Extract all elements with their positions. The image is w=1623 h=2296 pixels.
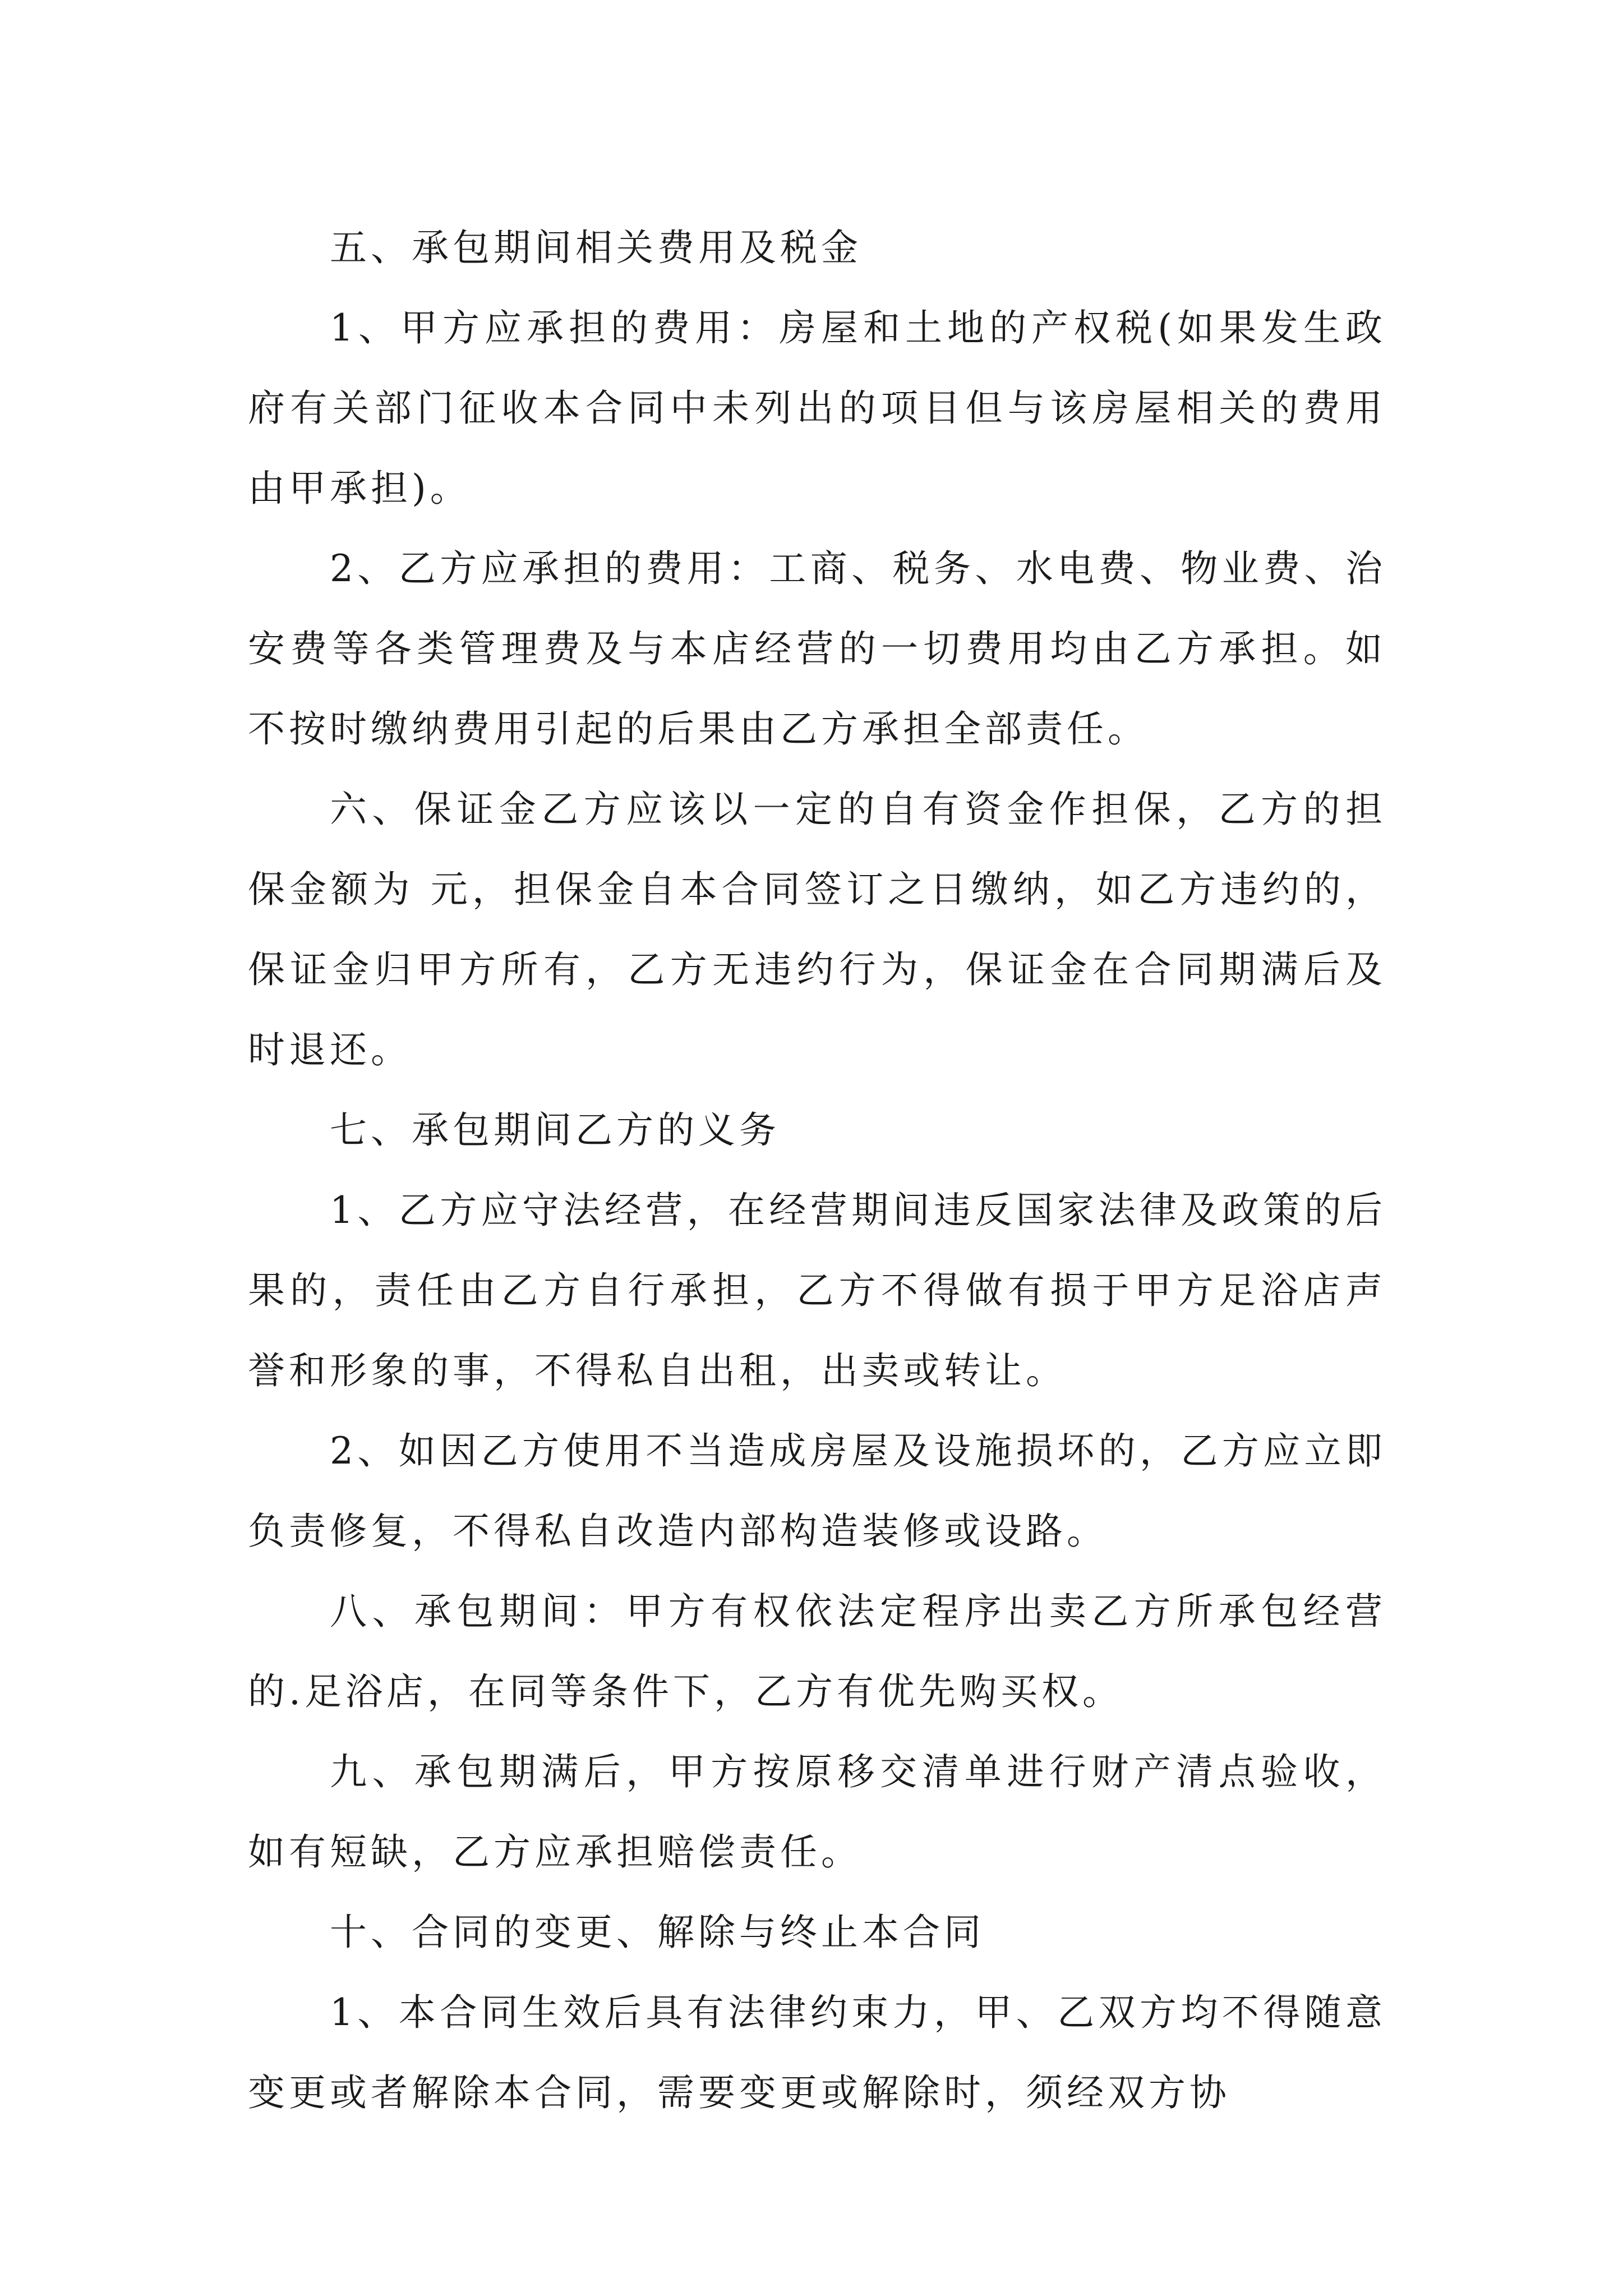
- clause-damage-repair: 2、如因乙方使用不当造成房屋及设施损坏的，乙方应立即负责修复，不得私自改造内部构造装修或设路。: [248, 1429, 1386, 1553]
- clause-lawful-operation: 1、乙方应守法经营，在经营期间违反国家法律及政策的后果的，责任由乙方自行承担，乙方不得做有损于甲方足浴店声誉和形象的事，不得私自出租，出卖或转让。: [248, 1189, 1386, 1392]
- clause-expiry-inspection: 九、承包期满后，甲方按原移交清单进行财产清点验收，如有短缺，乙方应承担赔偿责任。: [248, 1750, 1386, 1874]
- section-heading-party-b-obligations: 七、承包期间乙方的义务: [330, 1108, 780, 1152]
- clause-party-a-fees: 1、甲方应承担的费用：房屋和土地的产权税(如果发生政府有关部门征收本合同中未列出的项目但与该房屋相关的费用由甲承担)。: [248, 306, 1386, 510]
- clause-deposit: 六、保证金乙方应该以一定的自有资金作担保，乙方的担保金额为 元，担保金自本合同签订之日缴纳，如乙方违约的，保证金归甲方所有，乙方无违约行为，保证金在合同期满后及时退还。: [248, 788, 1386, 1071]
- clause-binding-effect: 1、本合同生效后具有法律约束力，甲、乙双方均不得随意变更或者解除本合同，需要变更或解除时，须经双方协: [248, 1991, 1386, 2114]
- section-heading-contract-change: 十、合同的变更、解除与终止本合同: [330, 1911, 985, 1954]
- clause-party-b-fees: 2、乙方应承担的费用：工商、税务、水电费、物业费、治安费等各类管理费及与本店经营的一切费用均由乙方承担。如不按时缴纳费用引起的后果由乙方承担全部责任。: [248, 547, 1386, 751]
- document-body: [248, 208, 1386, 2133]
- section-heading-fees-taxes: 五、承包期间相关费用及税金: [330, 226, 862, 269]
- clause-right-of-sale: 八、承包期间：甲方有权依法定程序出卖乙方所承包经营的.足浴店，在同等条件下，乙方有优先购买权。: [248, 1590, 1386, 1713]
